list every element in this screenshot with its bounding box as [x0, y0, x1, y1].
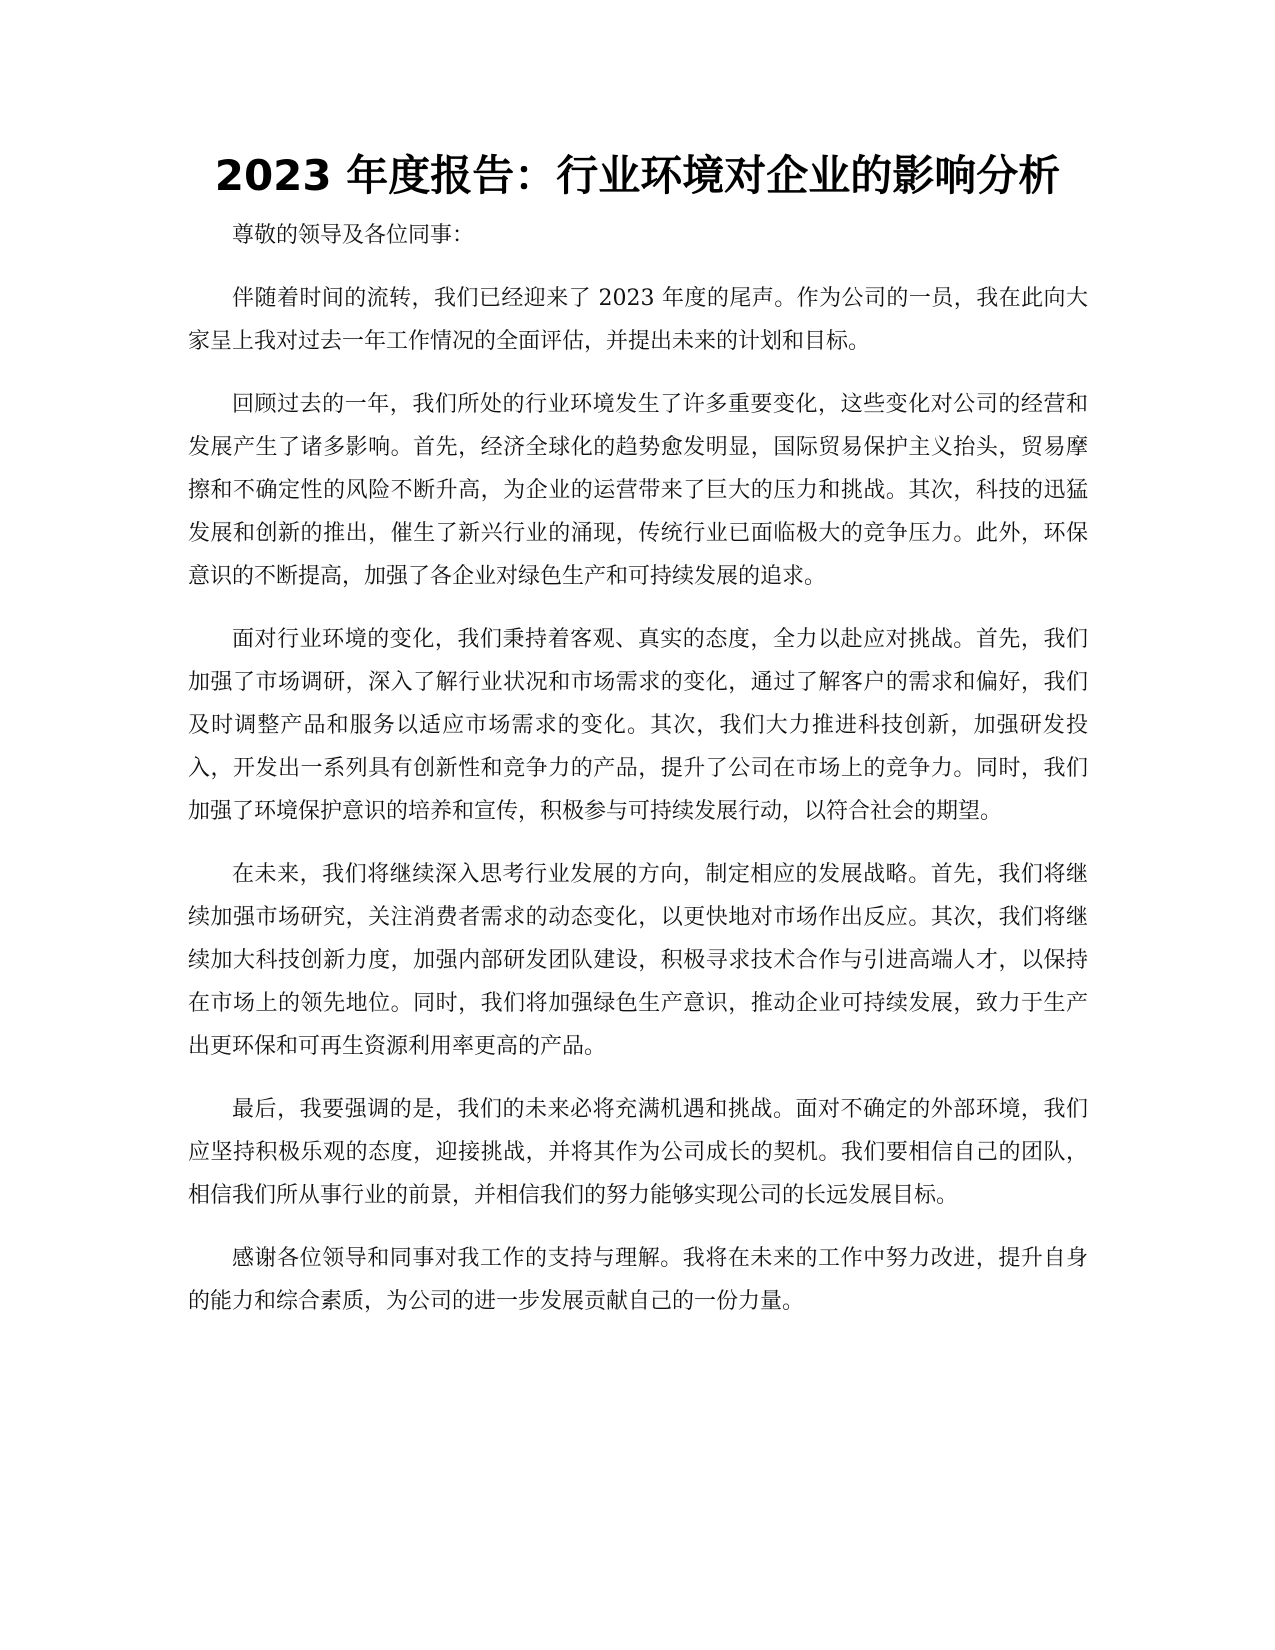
paragraph-review: 回顾过去的一年，我们所处的行业环境发生了许多重要变化，这些变化对公司的经营和发展产生了诸多影响。首先，经济全球化的趋势愈发明显，国际贸易保护主义抬头，贸易摩擦和不确定性的风险不断升高，为企业的运营带来了巨大的压力和挑战。其次，科技的迅猛发展和创新的推出，催生了新兴行业的涌现，传统行业已面临极大的竞争压力。此外，环保意识的不断提高，加强了各企业对绿色生产和可持续发展的追求。: [188, 392, 1088, 589]
paragraph-closing: 最后，我要强调的是，我们的未来必将充满机遇和挑战。面对不确定的外部环境，我们应坚持积极乐观的态度，迎接挑战，并将其作为公司成长的契机。我们要相信自己的团队，相信我们所从事行业的前景，并相信我们的努力能够实现公司的长远发展目标。: [188, 1097, 1088, 1208]
paragraph-future: 在未来，我们将继续深入思考行业发展的方向，制定相应的发展战略。首先，我们将继续加强市场研究，关注消费者需求的动态变化，以更快地对市场作出反应。其次，我们将继续加大科技创新力度，加强内部研发团队建设，积极寻求技术合作与引进高端人才，以保持在市场上的领先地位。同时，我们将加强绿色生产意识，推动企业可持续发展，致力于生产出更环保和可再生资源利用率更高的产品。: [188, 862, 1088, 1059]
paragraph-thanks: 感谢各位领导和同事对我工作的支持与理解。我将在未来的工作中努力改进，提升自身的能力和综合素质，为公司的进一步发展贡献自己的一份力量。: [188, 1246, 1088, 1314]
salutation: 尊敬的领导及各位同事：: [232, 223, 475, 248]
paragraph-response: 面对行业环境的变化，我们秉持着客观、真实的态度，全力以赴应对挑战。首先，我们加强了市场调研，深入了解行业状况和市场需求的变化，通过了解客户的需求和偏好，我们及时调整产品和服务以适应市场需求的变化。其次，我们大力推进科技创新，加强研发投入，开发出一系列具有创新性和竞争力的产品，提升了公司在市场上的竞争力。同时，我们加强了环境保护意识的培养和宣传，积极参与可持续发展行动，以符合社会的期望。: [188, 627, 1088, 824]
document-body: [188, 214, 1088, 1343]
paragraph-opening: 伴随着时间的流转，我们已经迎来了 2023 年度的尾声。作为公司的一员，我在此向大家呈上我对过去一年工作情况的全面评估，并提出未来的计划和目标。: [188, 286, 1088, 354]
document-title: 2023 年度报告：行业环境对企业的影响分析: [214, 151, 1061, 200]
